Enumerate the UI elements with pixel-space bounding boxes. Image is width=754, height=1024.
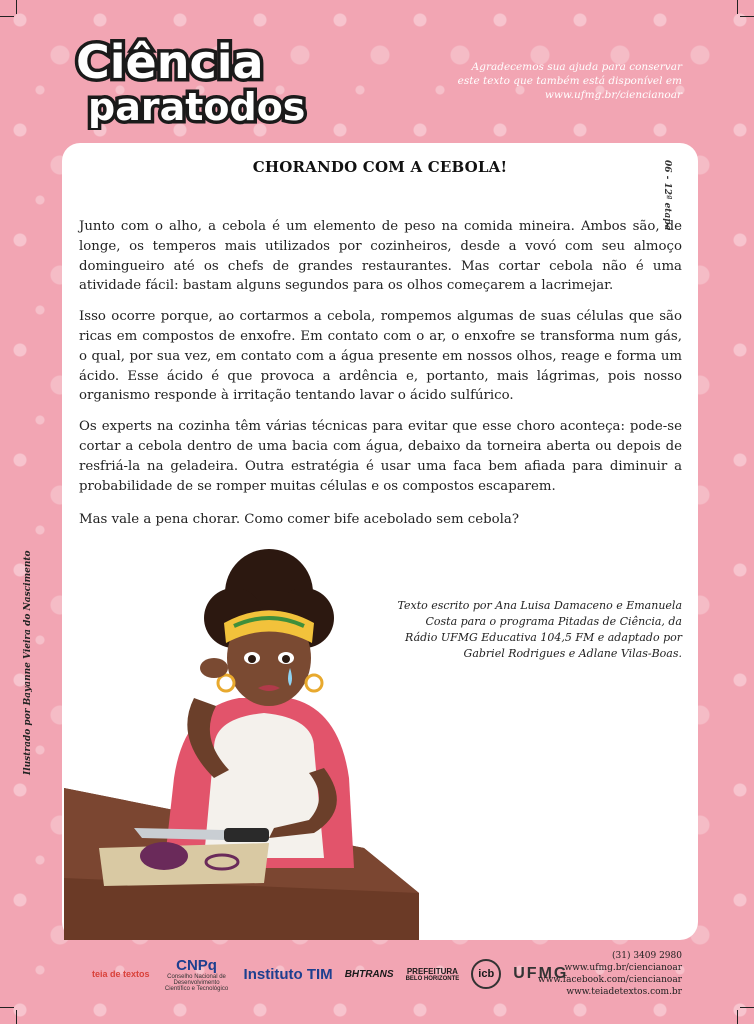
crop-mark bbox=[740, 16, 754, 17]
article-body bbox=[79, 217, 682, 507]
logo-sub: BELO HORIZONTE bbox=[405, 975, 460, 982]
credit-line: Rádio UFMG Educativa 104,5 FM e adaptado por bbox=[405, 631, 682, 644]
credit-line: Gabriel Rodrigues e Adlane Vilas-Boas. bbox=[463, 647, 682, 660]
logo-text: icb bbox=[471, 959, 501, 989]
crying-cook-illustration bbox=[64, 548, 419, 940]
instituto-tim-logo bbox=[244, 966, 333, 983]
edition-label: 06 - 12ª etapa bbox=[662, 160, 672, 231]
paragraph: Isso ocorre porque, ao cortarmos a cebola, rompemos algumas de suas células que são ricas em compostos de enxofre. Em contato com o ar, o enxofre se transforma num gás, o qual, por sua vez, em contato com a água presente em nossos olhos, reage e forma um ácido. Esse ácido é que provoca a ardência e, portanto, mais lágrimas, pois nosso organismo responde à irritação tentando lavar o ácido sulfúrico. bbox=[79, 309, 682, 404]
paragraph: Os experts na cozinha têm várias técnicas para evitar que esse choro aconteça: pode-se cortar a cebola dentro de uma bacia com água, debaixo da torneira aberta ou depois de resfriá-la na geladeira. Outra estratégia é usar uma faca bem afiada para diminuir a probabilidade de se romper muitas células e os compostos escaparem. bbox=[79, 419, 682, 494]
logo-text: PREFEITURA bbox=[406, 966, 458, 976]
logo-sub: Conselho Nacional de Desenvolvimento Científico e Tecnológico bbox=[164, 973, 229, 992]
credit-line: Costa para o programa Pitadas de Ciência, da bbox=[425, 615, 682, 628]
contact-info bbox=[538, 950, 682, 998]
conservation-note bbox=[452, 60, 682, 102]
contact-link[interactable]: www.facebook.com/ciencianoar bbox=[537, 975, 682, 985]
contact-link[interactable]: www.ufmg.br/ciencianoar bbox=[564, 963, 682, 973]
icb-logo bbox=[471, 959, 501, 989]
conservation-note-link[interactable]: www.ufmg.br/ciencianoar bbox=[544, 89, 682, 101]
crop-mark bbox=[16, 0, 17, 14]
author-credit bbox=[397, 598, 682, 662]
logo-line1: Ciência bbox=[76, 35, 264, 89]
logo-text: UFMG bbox=[513, 965, 569, 982]
conservation-note-line: Agradecemos sua ajuda para conservar bbox=[471, 61, 682, 73]
sponsor-logos bbox=[92, 950, 568, 998]
logo-line2: paratodos bbox=[88, 85, 306, 129]
credit-line: Texto escrito por Ana Luisa Damaceno e Emanuela bbox=[397, 599, 682, 612]
crop-mark bbox=[737, 0, 738, 14]
conservation-note-line: este texto que também está disponível em bbox=[457, 75, 682, 87]
prefeitura-bh-logo bbox=[406, 967, 460, 982]
cnpq-logo bbox=[162, 957, 232, 992]
logo-text: teia de textos bbox=[92, 969, 150, 979]
logo-text: BHTRANS bbox=[344, 968, 394, 980]
crop-mark bbox=[737, 1010, 738, 1024]
crop-mark bbox=[740, 1007, 754, 1008]
paragraph: Junto com o alho, a cebola é um elemento de peso na comida mineira. Ambos são, de longe, os temperos mais utilizados por cozinheiros, desde a vovó com seu almoço domingueiro até os chefs de grandes restaurantes. Mas cortar cebola não é uma atividade fácil: bastam alguns segundos para os olhos começarem a lacrimejar. bbox=[79, 219, 682, 294]
contact-phone: (31) 3409 2980 bbox=[611, 951, 682, 961]
bhtrans-logo bbox=[345, 969, 394, 980]
illustrator-credit: Ilustrado por Bayanne Vieira do Nascimento bbox=[23, 550, 33, 775]
logo-text: Instituto TIM bbox=[243, 965, 333, 983]
contact-link[interactable]: www.teiadetextos.com.br bbox=[566, 987, 682, 997]
article-title: CHORANDO COM A CEBOLA! bbox=[252, 158, 508, 176]
ciencia-para-todos-logo bbox=[72, 30, 337, 130]
crop-mark bbox=[16, 1010, 17, 1024]
teia-de-textos-logo bbox=[92, 969, 150, 979]
crop-mark bbox=[0, 16, 14, 17]
closing-line: Mas vale a pena chorar. Como comer bife acebolado sem cebola? bbox=[79, 512, 519, 527]
crop-mark bbox=[0, 1007, 14, 1008]
logo-text: CNPq bbox=[176, 956, 217, 974]
